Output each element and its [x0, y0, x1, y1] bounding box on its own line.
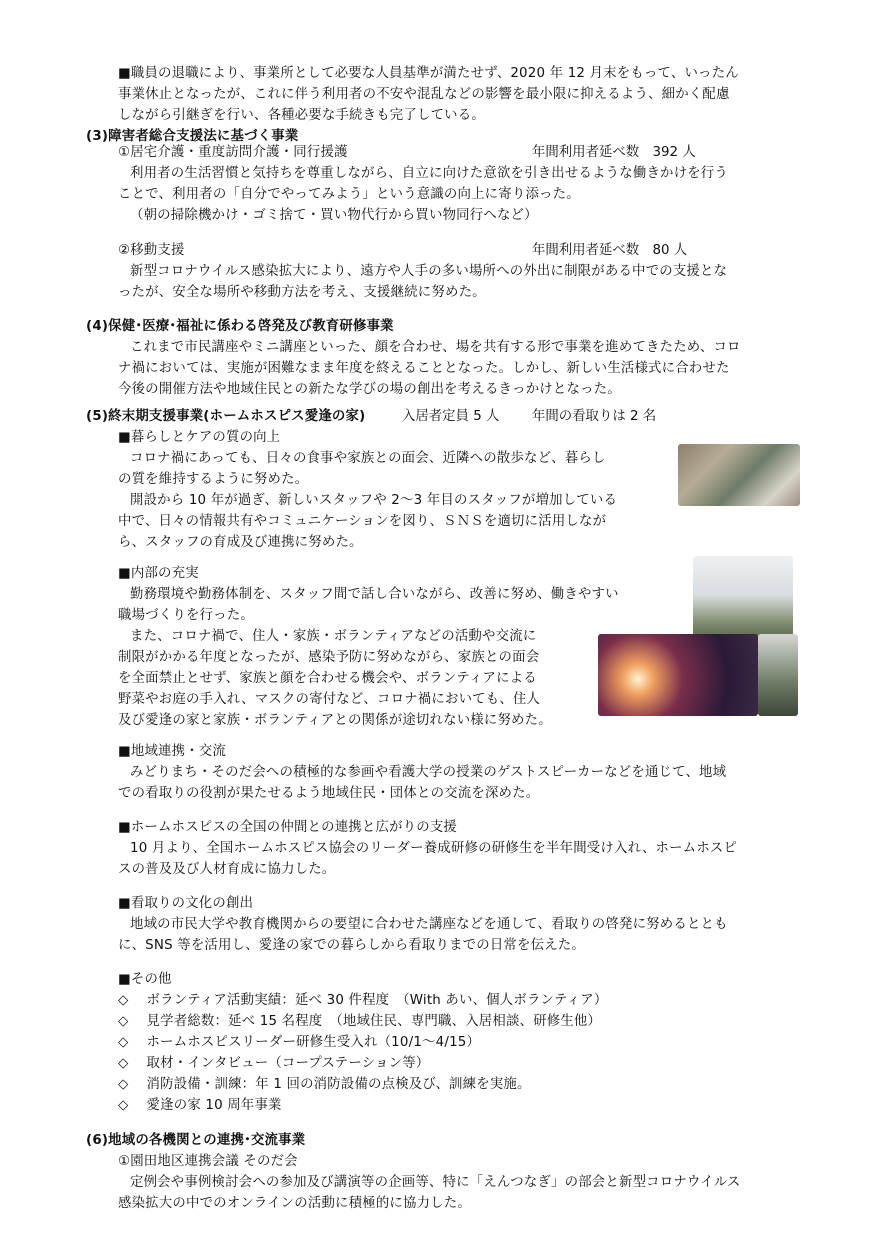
list-item: ◇ ホームホスピスリーダー研修生受入れ（10/1～4/15）: [118, 1035, 481, 1050]
text-line: に、SNS 等を活用し、愛逢の家での暮らしから看取りまでの日常を伝えた。: [118, 938, 585, 953]
text-line: コロナ禍にあっても、日々の食事や家族との面会、近隣への散歩など、暮らし: [130, 451, 606, 466]
text-line: 事業休止となったが、これに伴う利用者の不安や混乱などの影響を最小限に抑えるよう、細かく配慮: [118, 87, 730, 102]
text-line: 感染拡大の中でのオンラインの活動に積極的に協力した。: [118, 1196, 471, 1211]
text-line: スの普及及び人材育成に協力した。: [118, 862, 336, 877]
list-item: ◇ 消防設備・訓練：年 1 回の消防設備の点検及び、訓練を実施。: [118, 1077, 531, 1092]
text-line: 及び愛逢の家と家族・ボランティアとの関係が途切れない様に努めた。: [118, 713, 552, 728]
subsection-heading: ①居宅介護・重度訪問介護・同行援護: [118, 145, 348, 160]
text-line: の質を維持するように努めた。: [118, 472, 309, 487]
list-item: ◇ 見学者総数：延べ 15 名程度 （地域住民、専門職、入居相談、研修生他）: [118, 1014, 602, 1029]
text-line: 勤務環境や勤務体制を、スタッフ間で話し合いながら、改善に努め、働きやすい: [130, 587, 619, 602]
text-line: また、コロナ禍で、住人・家族・ボランティアなどの活動や交流に: [130, 629, 537, 644]
text-line: ■職員の退職により、事業所として必要な人員基準が満たせず、2020 年 12 月末をもって、いったん: [118, 66, 739, 81]
subsection-heading: ■その他: [118, 972, 172, 987]
section-heading: (5)終末期支援事業(ホームホスピス愛逢の家): [86, 409, 366, 424]
annual-deaths-count: 年間の看取りは 2 名: [532, 409, 657, 424]
list-item: ◇ 取材・インタビュー（コープステーション等）: [118, 1056, 430, 1071]
text-line: 今後の開催方法や地域住民との新たな学びの場の創出を考えるきっかけとなった。: [118, 382, 621, 397]
section-heading: (4)保健･医療･福祉に係わる啓発及び教育研修事業: [86, 319, 394, 334]
text-line: みどりまち・そのだ会への積極的な参画や看護大学の授業のゲストスピーカーなどを通じて、地域: [130, 765, 727, 780]
subsection-heading: ■看取りの文化の創出: [118, 896, 254, 911]
subsection-heading: ■ホームホスピスの全国の仲間との連携と広がりの支援: [118, 820, 458, 835]
section-heading: (6)地域の各機関との連携･交流事業: [86, 1133, 306, 1148]
annual-users-count: 年間利用者延べ数 392 人: [532, 145, 696, 160]
photo-outdoor-wheelchair: [758, 634, 798, 716]
subsection-heading: ②移動支援: [118, 243, 185, 258]
text-line: を全面禁止とせず、家族と顔を合わせる機会や、ボランティアによる: [118, 671, 537, 686]
text-line: ら、スタッフの育成及び連携に努めた。: [118, 535, 363, 550]
text-line: ことで、利用者の「自分でやってみよう」という意識の向上に寄り添った。: [118, 187, 580, 202]
list-item: ◇ 愛逢の家 10 周年事業: [118, 1098, 282, 1113]
annual-users-count: 年間利用者延べ数 80 人: [532, 243, 688, 258]
photo-evening-bonfire: [598, 634, 758, 716]
text-line: 地域の市民大学や教育機関からの要望に合わせた講座などを通して、看取りの啓発に努めるととも: [130, 917, 728, 932]
subsection-heading: ■暮らしとケアの質の向上: [118, 430, 281, 445]
text-line: 利用者の生活習慣と気持ちを尊重しながら、自立に向けた意欲を引き出せるような働きかけを行う: [130, 166, 728, 181]
text-line: 10 月より、全国ホームホスピス協会のリーダー養成研修の研修生を半年間受け入れ、ホームホスピ: [130, 841, 738, 856]
text-line: 職場づくりを行った。: [118, 608, 254, 623]
subsection-heading: ■地域連携・交流: [118, 744, 226, 759]
text-line: ったが、安全な場所や移動方法を考え、支援継続に努めた。: [118, 285, 486, 300]
text-line: ナ禍においては、実施が困難なまま年度を終えることとなった。しかし、新しい生活様式に合わせた: [118, 361, 730, 376]
text-line: （朝の掃除機かけ・ゴミ捨て・買い物代行から買い物同行へなど）: [130, 208, 538, 223]
section-heading: (3)障害者総合支援法に基づく事業: [86, 129, 299, 144]
text-line: 制限がかかる年度となったが、感染予防に努めながら、家族との面会: [118, 650, 540, 665]
list-item: ◇ ボランティア活動実績：延べ 30 件程度 （With あい、個人ボランティア）: [118, 993, 608, 1008]
text-line: 新型コロナウイルス感染拡大により、遠方や人手の多い場所への外出に制限がある中での支援とな: [130, 264, 728, 279]
text-line: 定例会や事例検討会への参加及び講演等の企画等、特に「えんつなぎ」の部会と新型コロナウイルス: [130, 1175, 741, 1190]
text-line: 開設から 10 年が過ぎ、新しいスタッフや 2～3 年目のスタッフが増加している: [130, 493, 618, 508]
text-line: での看取りの役割が果たせるよう地域住民・団体との交流を深めた。: [118, 786, 540, 801]
text-line: これまで市民講座やミニ講座といった、顔を合わせ、場を共有する形で事業を進めてきたため、コロ: [130, 340, 741, 355]
text-line: 野菜やお庭の手入れ、マスクの寄付など、コロナ禍においても、住人: [118, 692, 541, 707]
subsection-heading: ■内部の充実: [118, 566, 199, 581]
subsection-heading: ①園田地区連携会議 そのだ会: [118, 1154, 298, 1169]
text-line: 中で、日々の情報共有やコミュニケーションを図り、ＳＮＳを適切に活用しなが: [118, 514, 607, 529]
resident-capacity: 入居者定員 5 人: [402, 409, 500, 424]
text-line: しながら引継ぎを行い、各種必要な手続きも完了している。: [118, 108, 485, 123]
photo-residents-dining: [678, 444, 800, 506]
